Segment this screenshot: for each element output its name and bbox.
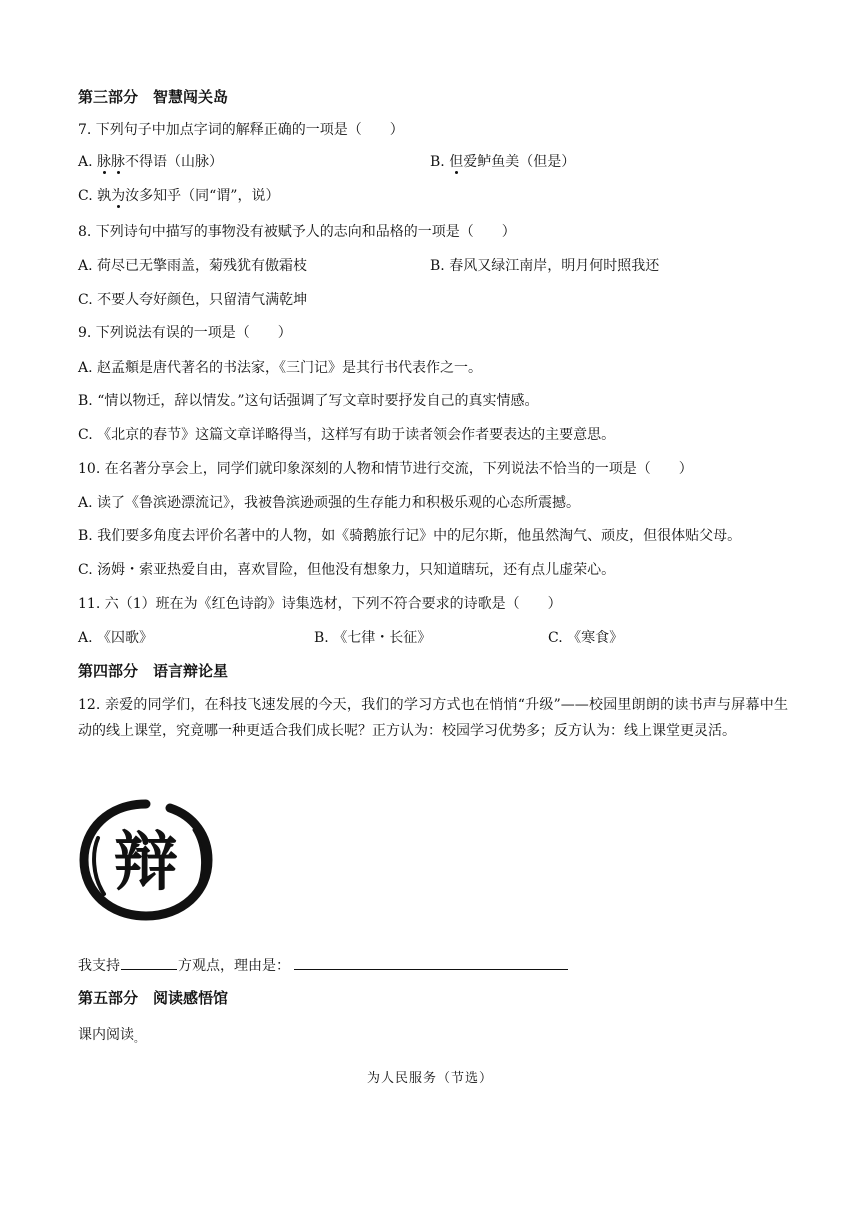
question-8-option-a: A. 荷尽已无擎雨盖，菊残犹有傲霜枝 (78, 258, 308, 274)
emblem-char: 辩 (114, 825, 178, 900)
section-heading-3: 第三部分 智慧闯关岛 (78, 88, 229, 106)
emphasis-dot-char: 脉 (111, 154, 126, 170)
question-8-option-c: C. 不要人夸好颜色，只留清气满乾坤 (78, 292, 308, 308)
reading-intro: 课内阅读$_。$ (78, 1027, 144, 1045)
question-9-stem: 9. 下列说法有误的一项是（ ） (78, 325, 292, 341)
question-11-options-row (78, 628, 798, 648)
question-8-stem: 8. 下列诗句中描写的事物没有被赋予人的志向和品格的一项是（ ） (78, 224, 516, 240)
reading-title: 为人民服务（节选） (366, 1071, 493, 1086)
question-7-option-a: A. 脉脉不得语（山脉） (78, 154, 224, 170)
section-heading-5: 第五部分 阅读感悟馆 (78, 989, 229, 1007)
question-9-option-a: A. 赵孟頫是唐代著名的书法家，《三门记》是其行书代表作之一。 (78, 360, 483, 376)
question-10-stem: 10. 在名著分享会上，同学们就印象深刻的人物和情节进行交流，下列说法不恰当的一项是（ ） (78, 461, 693, 477)
section-heading-4: 第四部分 语言辩论星 (78, 662, 229, 680)
emphasis-dot-char: 脉 (97, 154, 112, 170)
question-8-options-row-1 (78, 256, 798, 276)
question-7-option-c: C. 孰为汝多知乎（同“谓”，说） (78, 188, 280, 204)
question-11-stem: 11. 六（1）班在为《红色诗韵》诗集选材，下列不符合要求的诗歌是（ ） (78, 596, 562, 612)
question-11-option-c: C. 《寒食》 (548, 630, 624, 646)
side-blank[interactable] (121, 955, 177, 970)
question-10-option-b: B. 我们要多角度去评价名著中的人物，如《骑鹅旅行记》中的尼尔斯，他虽然淘气、顽皮，但很体贴父母。 (78, 528, 742, 544)
support-answer-line (78, 955, 568, 976)
question-9-option-c: C. 《北京的春节》这篇文章详略得当，这样写有助于读者领会作者要表达的主要意思。 (78, 427, 616, 443)
question-9-option-b: B. “情以物迁，辞以情发。”这句话强调了写文章时要抒发自己的真实情感。 (78, 393, 539, 409)
question-10-option-a: A. 读了《鲁滨逊漂流记》，我被鲁滨逊顽强的生存能力和积极乐观的心态所震撼。 (78, 495, 581, 511)
support-label: 我支持 (78, 958, 120, 974)
question-10-option-c: C. 汤姆・索亚热爱自由，喜欢冒险，但他没有想象力，只知道瞎玩，还有点儿虚荣心。 (78, 562, 616, 578)
emphasis-dot-char: 为 (111, 188, 126, 204)
question-11-option-a: A. 《囚歌》 (78, 630, 154, 646)
question-7-option-b: B. 但爱鲈鱼美（但是） (430, 154, 576, 170)
question-12-text: 12. 亲爱的同学们，在科技飞速发展的今天，我们的学习方式也在悄悄“升级”——校园里朗朗的读书声与屏幕中生动的线上课堂，究竟哪一种更适合我们成长呢？正方认为：校园学习优势多；反方认为：线上课堂更灵活。 (78, 697, 788, 739)
debate-emblem-icon (78, 796, 214, 922)
emphasis-dot-char: 但 (449, 154, 464, 170)
reason-label: 方观点，理由是： (178, 958, 290, 974)
reason-blank[interactable] (294, 955, 568, 970)
question-8-option-b: B. 春风又绿江南岸，明月何时照我还 (430, 258, 660, 274)
question-11-option-b: B. 《七律・长征》 (314, 630, 432, 646)
question-7-options-row-1 (78, 152, 798, 172)
question-7-stem: 7. 下列句子中加点字词的解释正确的一项是（ ） (78, 122, 404, 138)
